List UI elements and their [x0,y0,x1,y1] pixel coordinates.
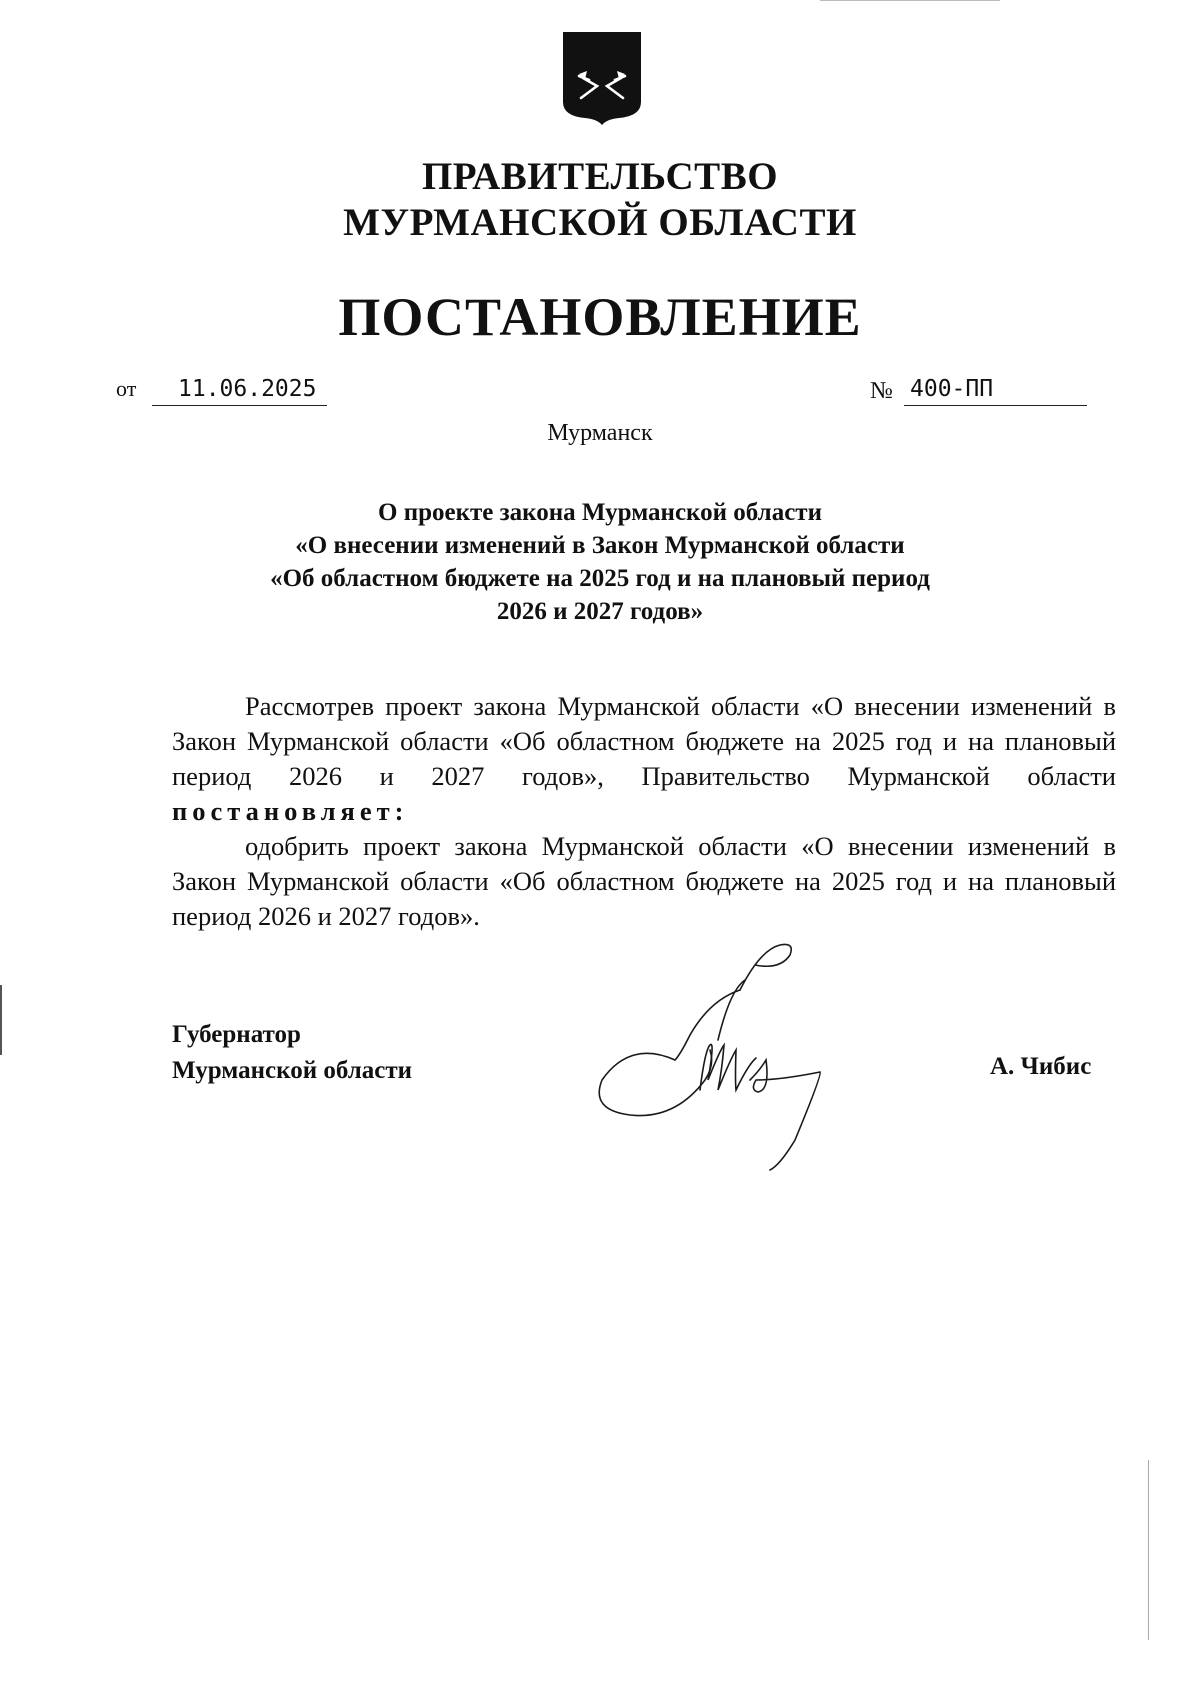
document-date: 11.06.2025 [152,376,327,406]
number-prefix: № [870,378,893,404]
subject-line: «О внесении изменений в Закон Мурманской области [295,532,905,559]
government-name-line2: МУРМАНСКОЙ ОБЛАСТИ [343,201,857,244]
city-name: Мурманск [547,420,653,446]
body-paragraph [172,689,1116,829]
resolution-keyword: постановляет: [172,796,409,826]
document-subject [150,496,1050,628]
scan-edge-mark [1148,1460,1149,1640]
subject-line: «Об областном бюджете на 2025 год и на плановый период [270,565,930,592]
document-type-title: ПОСТАНОВЛЕНИЕ [338,287,862,347]
scan-edge-mark [820,0,1000,1]
signatory-title-line1: Губернатор [172,1021,301,1048]
document-number: 400-ПП [904,376,1087,406]
paragraph-text: Рассмотрев проект закона Мурманской области «О внесении изменений в Закон Мурманской области «Об областном бюджете на 2025 год и на плановый период 2026 и 2027 годов», Правительство Мурманской области [172,691,1116,791]
scan-edge-mark [0,985,2,1055]
signatory-title [172,1017,412,1089]
coat-of-arms-icon [559,30,645,126]
subject-line: О проекте закона Мурманской области [378,499,822,526]
document-body [172,689,1116,934]
subject-line: 2026 и 2027 годов» [496,598,704,625]
body-paragraph: одобрить проект закона Мурманской области «О внесении изменений в Закон Мурманской области «Об областном бюджете на 2025 год и на плановый период 2026 и 2027 годов». [172,831,1116,931]
signatory-title-line2: Мурманской области [172,1057,413,1084]
date-prefix: от [116,376,137,401]
signatory-name: А. Чибис [990,1053,1092,1080]
handwritten-signature [590,930,890,1180]
government-name-line1: ПРАВИТЕЛЬСТВО [421,155,779,198]
